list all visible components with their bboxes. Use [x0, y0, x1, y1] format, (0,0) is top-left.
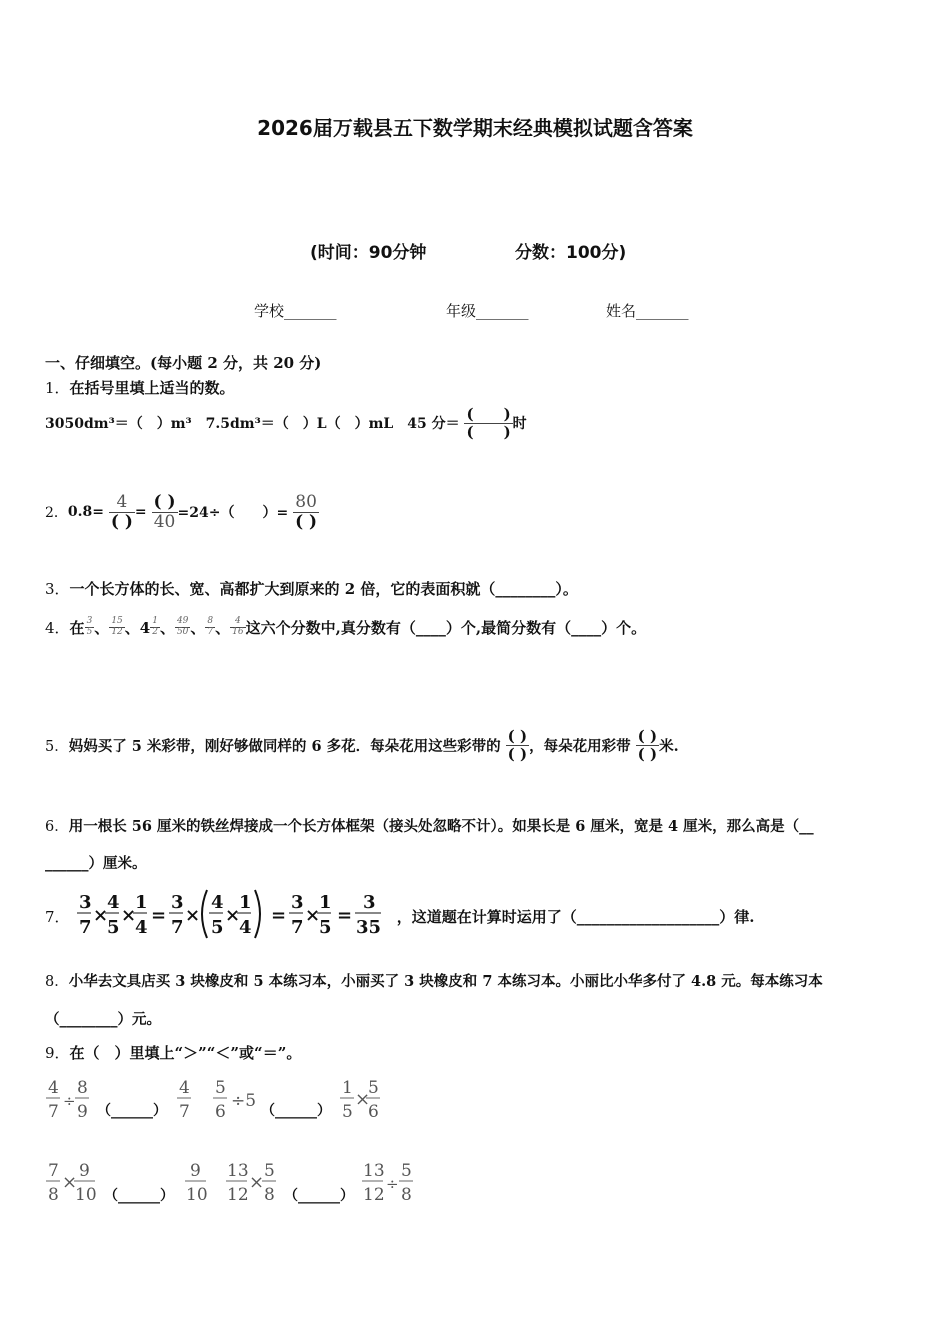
digit: 8: [401, 1185, 412, 1205]
digit: 7: [290, 917, 304, 938]
comparison-row-2-svg: [45, 1158, 425, 1208]
fraction-a: [85, 617, 95, 638]
digit: 5: [264, 1161, 275, 1181]
question-number: 4．: [45, 619, 70, 637]
answer-blank-3[interactable]: （______）: [104, 1188, 174, 1204]
digit: 3: [362, 892, 376, 913]
digit: 9: [79, 1161, 90, 1181]
question-5: [45, 728, 679, 762]
fraction-numerator: 3: [86, 616, 93, 627]
divide-five: ÷5: [231, 1091, 257, 1111]
question-7: [45, 886, 755, 946]
fraction-denominator: 50: [176, 627, 189, 638]
times-sign: ×: [249, 1172, 265, 1193]
fraction-denominator: 40: [153, 511, 176, 532]
math-expression: [75, 886, 397, 946]
equals-sign: =: [150, 905, 166, 926]
digit: 12: [363, 1185, 385, 1205]
page-title: 2026届万载县五下数学期末经典模拟试题含答案: [257, 116, 693, 140]
fraction-numerator: 8: [207, 616, 214, 627]
question-text: 在括号里填上适当的数。: [69, 379, 235, 397]
question-number: 5．: [45, 738, 69, 755]
answer-blank-1[interactable]: （______）: [97, 1103, 167, 1119]
fraction-denominator: 2: [152, 627, 158, 638]
separator: 、: [190, 619, 206, 637]
fraction-denominator: ( ): [466, 422, 511, 441]
question-text-part1: 妈妈买了 5 米彩带，刚好够做同样的 6 多花．每朵花用这些彩带的: [68, 737, 501, 755]
question-number: 9．: [45, 1044, 70, 1062]
answer-blank-2[interactable]: （______）: [261, 1103, 331, 1119]
digit: 4: [106, 892, 120, 913]
fraction-length[interactable]: [636, 728, 659, 762]
question-2-lead: 0.8=: [67, 504, 105, 521]
fraction-numerator: 4: [230, 617, 245, 628]
question-text: 这六个分数中,真分数有（____）个,最简分数有（____）个。: [245, 619, 647, 637]
question-number: 3．: [45, 580, 70, 598]
digit: 35: [355, 917, 381, 938]
question-9: [45, 1042, 301, 1063]
separator: 、: [215, 619, 231, 637]
fraction-numerator: ( ): [637, 727, 658, 745]
digit: 5: [318, 917, 332, 938]
section-heading: 一、仔细填空。(每小题 2 分，共 20 分): [45, 354, 322, 372]
digit: 3: [290, 892, 304, 913]
fraction-denominator: ( ): [507, 744, 528, 763]
digit: 6: [368, 1102, 379, 1122]
answer-blank-4[interactable]: （______）: [284, 1188, 354, 1204]
question-text: 在（ ）里填上“＞”“＜”或“＝”。: [69, 1044, 302, 1062]
fraction-2[interactable]: [152, 493, 178, 531]
digit: 12: [227, 1185, 249, 1205]
question-2: [45, 493, 319, 531]
times-sign: ×: [120, 905, 136, 926]
school-field[interactable]: 学校_______: [254, 302, 337, 320]
times-sign: ×: [92, 905, 108, 926]
divide-sign: ÷: [63, 1092, 76, 1110]
digit: 6: [215, 1102, 226, 1122]
question-text-part3: 米.: [659, 737, 679, 755]
exam-time: (时间：90分钟: [310, 243, 427, 263]
fraction-denominator: 5: [86, 627, 93, 638]
fraction-denominator: ( ): [110, 511, 133, 532]
question-3: [45, 578, 578, 599]
question-8-line-2: （________）元。: [45, 1011, 161, 1028]
digit: 10: [186, 1185, 208, 1205]
fraction-numerator: 49: [176, 616, 189, 627]
digit: 8: [77, 1078, 88, 1098]
digit: 8: [264, 1185, 275, 1205]
fraction-numerator: 80: [293, 493, 319, 513]
question-2-middle: =24÷（ ）=: [177, 505, 289, 522]
digit: 1: [342, 1078, 353, 1098]
digit: 3: [170, 892, 184, 913]
fraction-numerator: ( ): [507, 727, 528, 745]
question-1-prompt: [45, 377, 235, 398]
times-sign: ×: [62, 1172, 78, 1193]
fraction-c: [150, 617, 160, 638]
question-6-line-1: [45, 815, 814, 836]
digit: 7: [170, 917, 184, 938]
fraction-denominator: 12: [111, 627, 123, 638]
fraction-b: [109, 617, 124, 638]
fraction-denominator: ( ): [295, 511, 318, 532]
name-field[interactable]: 姓名_______: [606, 302, 689, 320]
question-text: 小华去文具店买 3 块橡皮和 5 本练习本，小丽买了 3 块橡皮和 7 本练习本。小丽比小华多付了 4.8 元。每本练习本: [68, 973, 823, 990]
digit: 13: [227, 1161, 249, 1181]
fraction-portion[interactable]: [506, 728, 529, 762]
equals-sign: =: [134, 504, 147, 521]
digit: 13: [363, 1161, 385, 1181]
digit: 5: [210, 917, 224, 938]
digit: 4: [238, 917, 252, 938]
equals-sign: =: [270, 905, 286, 926]
fraction-numerator: 4: [109, 493, 135, 513]
separator: 、: [94, 619, 110, 637]
times-sign: ×: [355, 1089, 371, 1110]
digit: 4: [179, 1078, 190, 1098]
question-number: 6．: [45, 819, 69, 835]
digit: 5: [106, 917, 120, 938]
fraction-hours[interactable]: [464, 406, 512, 440]
math-expression-svg: [75, 886, 397, 942]
grade-field[interactable]: 年级_______: [446, 302, 529, 320]
question-1-content: [45, 406, 527, 440]
digit: 7: [48, 1161, 59, 1181]
divide-sign: ÷: [386, 1175, 399, 1193]
digit: 7: [78, 917, 92, 938]
digit: 5: [342, 1102, 353, 1122]
question-text: 用一根长 56 厘米的铁丝焊接成一个长方体框架（接头处忽略不计）。如果长是 6 厘米，宽是 4 厘米，那么高是（__: [68, 818, 814, 835]
digit: 3: [78, 892, 92, 913]
times-sign: ×: [184, 905, 200, 926]
question-number: 1．: [45, 379, 70, 397]
digit: 4: [210, 892, 224, 913]
exam-score: 分数：100分): [515, 243, 627, 263]
times-sign: ×: [304, 905, 320, 926]
digit: 1: [238, 892, 252, 913]
fraction-numerator: 1: [152, 616, 158, 627]
fraction-d: [175, 617, 190, 638]
question-4-lead: 在: [69, 619, 85, 637]
question-number: 8．: [45, 974, 69, 990]
fraction-denominator: 7: [207, 627, 214, 638]
unit-suffix: 时: [512, 416, 527, 432]
fraction-e: [205, 617, 215, 638]
fraction-f: [230, 617, 245, 638]
fraction-numerator: 15: [111, 616, 123, 627]
comparison-row-2: [45, 1158, 425, 1212]
question-6-line-2: ______）厘米。: [45, 855, 147, 872]
digit: 5: [401, 1161, 412, 1181]
digit: 7: [179, 1102, 190, 1122]
digit: 5: [215, 1078, 226, 1098]
question-text: ，这道题在计算时运用了（___________________）律.: [396, 907, 755, 926]
question-number: 2．: [45, 505, 68, 522]
digit: 4: [134, 917, 148, 938]
question-8-line-1: [45, 970, 823, 991]
question-1-units: 3050dm³＝（ ）m³ 7.5dm³＝（ ）L（ ）mL 45 分＝: [45, 416, 460, 432]
separator: 、: [159, 619, 175, 637]
times-sign: ×: [224, 905, 240, 926]
digit: 7: [48, 1102, 59, 1122]
digit: 8: [48, 1185, 59, 1205]
separator: 、4: [124, 619, 151, 637]
fraction-denominator: 16: [232, 627, 244, 638]
digit: 1: [134, 892, 148, 913]
fraction-numerator: ( ): [153, 492, 176, 512]
digit: 9: [190, 1161, 201, 1181]
question-number: 7．: [45, 907, 70, 926]
fraction-denominator: ( ): [637, 744, 658, 763]
question-4: [45, 617, 646, 638]
fraction-1[interactable]: [109, 493, 135, 531]
equals-sign: =: [336, 905, 352, 926]
digit: 4: [48, 1078, 59, 1098]
digit: 9: [77, 1102, 88, 1122]
question-text-part2: ，每朵花用彩带: [529, 737, 631, 755]
digit: 5: [368, 1078, 379, 1098]
digit: 10: [75, 1185, 97, 1205]
question-text: 一个长方体的长、宽、高都扩大到原来的 2 倍，它的表面积就（________）。: [69, 580, 578, 598]
digit: 1: [318, 892, 332, 913]
fraction-3[interactable]: [293, 493, 319, 531]
fraction-numerator: ( ): [466, 405, 511, 423]
